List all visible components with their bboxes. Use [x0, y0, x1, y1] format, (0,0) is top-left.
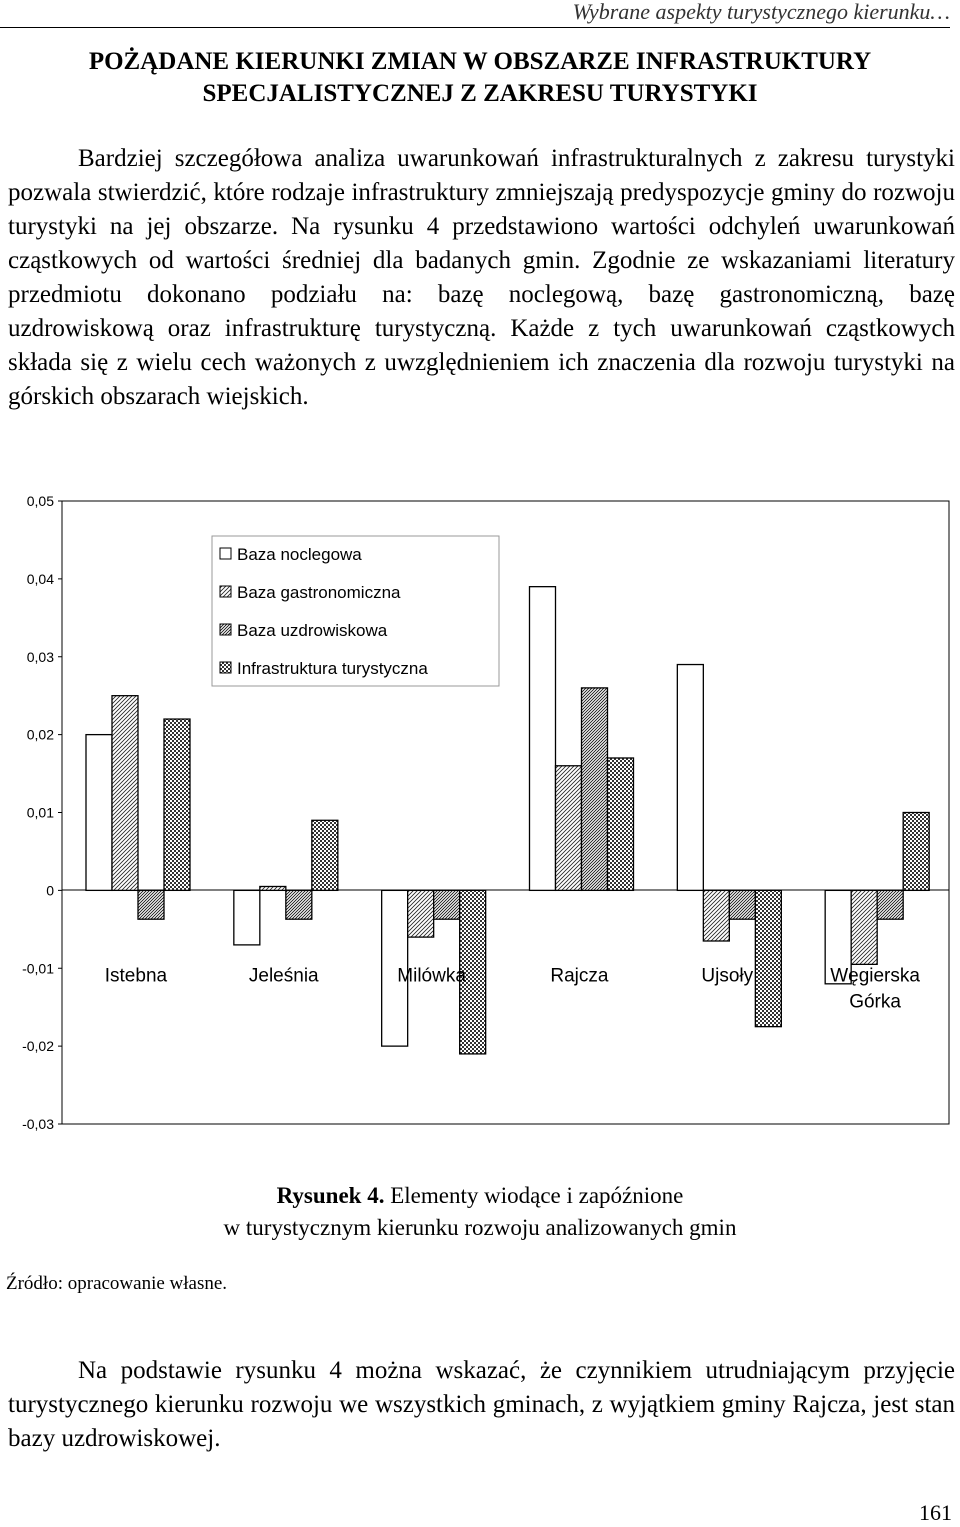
body-paragraph-2: Na podstawie rysunku 4 można wskazać, że czynnikiem utrudniającym przyjęcie turystycznego kierunku rozwoju we wszystkich gminach, z wyjątkiem gminy Rajcza, jest stan bazy uzdrowiskowej.	[8, 1357, 955, 1452]
section-title-line-2: SPECJALISTYCZNEJ Z ZAKRESU TURYSTYKI	[202, 80, 758, 107]
category-label: Górka	[849, 991, 901, 1013]
y-tick-label: 0,01	[26, 804, 54, 821]
y-tick-label: 0,05	[26, 493, 54, 509]
bar-baza-noclegowa-1	[234, 890, 260, 945]
bar-chart	[0, 488, 960, 1138]
y-axis	[22, 493, 62, 1132]
body-paragraph-1: Bardziej szczegółowa analiza uwarunkowań infrastrukturalnych z zakresu turystyki pozwala stwierdzić, które rodzaje infrastruktury zmniejszają predyspozycje gminy do rozwoju turystyki na jej obszarze. Na rysunku 4 przedstawiono wartości odchyleń uwarunkowań cząstkowych od wartości średniej dla badanych gmin. Zgodnie ze wskazaniami literatury przedmiotu dokonano podziału na: bazę noclegową, bazę gastronomiczną, bazę uzdrowiskową oraz infrastrukturę turystyczną. Każde z tych uwarunkowań cząstkowych składa się z wielu cech ważonych z uwzględnieniem ich znaczenia dla rozwoju turystyki na górskich obszarach wiejskich.	[8, 145, 955, 410]
category-label: Istebna	[104, 965, 168, 987]
legend-swatch-baza-uzdrowiskowa	[220, 624, 231, 635]
category-label: Węgierska	[830, 965, 920, 987]
section-title	[0, 46, 960, 110]
y-tick-label: 0	[46, 882, 54, 899]
bar-baza-noclegowa-0	[86, 735, 112, 891]
bar-baza-gastronomiczna-1	[260, 886, 286, 890]
legend	[212, 536, 499, 686]
y-tick-label: 0,04	[26, 570, 54, 587]
bar-baza-gastronomiczna-3	[556, 766, 582, 891]
bar-baza-uzdrowiskowa-0	[138, 890, 164, 919]
y-tick-label: -0,03	[22, 1116, 54, 1132]
bar-baza-noclegowa-4	[677, 665, 703, 891]
bar-baza-uzdrowiskowa-4	[729, 890, 755, 919]
bar-infrastruktura-turystyczna-1	[312, 820, 338, 890]
y-tick-label: 0,02	[26, 726, 54, 743]
legend-swatch-baza-gastronomiczna	[220, 586, 231, 597]
bar-infrastruktura-turystyczna-3	[608, 758, 634, 890]
legend-label-baza-noclegowa: Baza noclegowa	[237, 545, 362, 564]
bar-baza-gastronomiczna-4	[703, 890, 729, 941]
legend-label-infrastruktura-turystyczna: Infrastruktura turystyczna	[237, 659, 428, 678]
category-label: Rajcza	[550, 965, 609, 987]
category-label: Milówka	[397, 965, 466, 987]
legend-label-baza-gastronomiczna: Baza gastronomiczna	[237, 583, 401, 602]
bar-infrastruktura-turystyczna-4	[755, 890, 781, 1026]
bar-baza-uzdrowiskowa-5	[877, 890, 903, 919]
category-label: Jeleśnia	[248, 965, 319, 987]
bar-infrastruktura-turystyczna-0	[164, 719, 190, 890]
figure-source: Źródło: opracowanie własne.	[6, 1273, 228, 1294]
bar-baza-uzdrowiskowa-3	[582, 688, 608, 890]
bar-baza-uzdrowiskowa-2	[434, 890, 460, 919]
figure-caption-text-2: w turystycznym kierunku rozwoju analizowanych gmin	[223, 1215, 737, 1240]
figure-caption	[0, 1180, 960, 1244]
section-title-line-1: POŻĄDANE KIERUNKI ZMIAN W OBSZARZE INFRASTRUKTURY	[88, 48, 872, 75]
y-tick-label: -0,01	[22, 960, 54, 977]
bar-baza-gastronomiczna-0	[112, 696, 138, 891]
bar-baza-noclegowa-3	[530, 587, 556, 891]
legend-swatch-infrastruktura-turystyczna	[220, 662, 231, 673]
category-labels	[105, 965, 921, 1012]
legend-label-baza-uzdrowiskowa: Baza uzdrowiskowa	[237, 621, 388, 640]
page-number: 161	[919, 1500, 952, 1525]
bar-infrastruktura-turystyczna-5	[903, 813, 929, 891]
running-head: Wybrane aspekty turystycznego kierunku…	[0, 0, 950, 28]
plot-area-frame	[62, 501, 949, 1124]
figure-caption-label: Rysunek 4.	[276, 1183, 385, 1208]
legend-swatch-baza-noclegowa	[220, 548, 231, 559]
category-label: Ujsoły	[701, 965, 754, 987]
bar-baza-gastronomiczna-5	[851, 890, 877, 964]
figure-caption-text-1: Elementy wiodące i zapóźnione	[384, 1183, 684, 1208]
bar-baza-uzdrowiskowa-1	[286, 890, 312, 919]
y-tick-label: -0,02	[22, 1038, 54, 1055]
bar-baza-gastronomiczna-2	[408, 890, 434, 937]
y-tick-label: 0,03	[26, 648, 54, 665]
